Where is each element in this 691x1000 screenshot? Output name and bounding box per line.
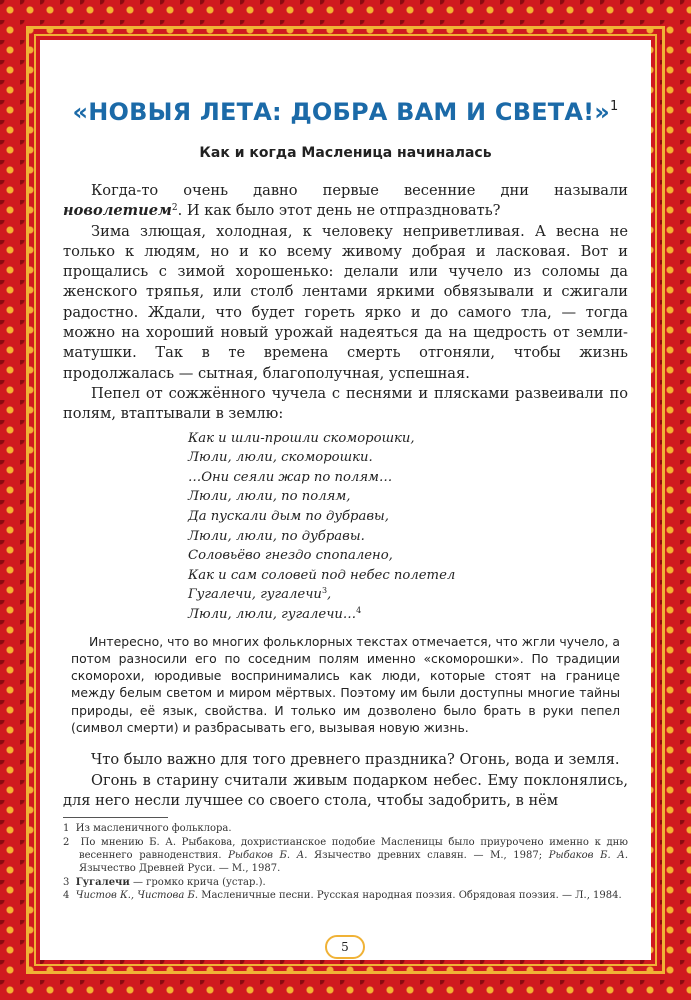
poem-line-text: Люли, люли, гугалечи…	[188, 606, 357, 622]
footnote-text: Язычество древних славян. — М., 1987;	[307, 849, 549, 861]
footnote-author: Рыбаков Б. А.	[228, 849, 308, 861]
footnote-2	[63, 836, 628, 876]
poem-line: Люли, люли, по дубравы.	[188, 528, 365, 544]
footnotes	[63, 822, 628, 902]
poem-line: Люли, люли, скоморошки.	[188, 450, 373, 466]
side-note: Интересно, что во многих фольклорных текстах отмечается, что жгли чучело, а потом разносили его по соседним полям именно «скоморошки». По традиции скоморохи, юродивые воспринимались как люди, которые стоят на границе между белым светом и миром мёртвых. Поэтому им были доступны многие тайны природы, её язык, свойства. И только им дозволено было брать в руки пепел (символ смерти) и разбрасывать его, вызывая новую жизнь.	[71, 633, 620, 735]
footnote-number: 1	[63, 823, 70, 835]
footnote-divider	[63, 817, 168, 818]
footnote-number: 4	[63, 890, 70, 902]
paragraph-1	[63, 181, 628, 222]
term-novoletie: новолетием	[63, 202, 172, 220]
footnote-number: 2	[63, 836, 70, 848]
title-text: «НОВЫЯ ЛЕТА: ДОБРА ВАМ И СВЕТА!»	[72, 98, 610, 126]
footnote-ref-4: 4	[356, 605, 362, 615]
title-footnote-ref: 1	[609, 99, 619, 114]
footnote-number: 3	[63, 876, 70, 888]
poem-line: Люли, люли, по полям,	[188, 489, 351, 505]
content-area	[40, 40, 651, 960]
paragraph-3: Пепел от сожжённого чучела с песнями и плясками развеивали по полям, втаптывали в землю:	[63, 384, 628, 423]
footnote-author: Рыбаков Б. А.	[548, 849, 628, 861]
footnote-ref-3: 3	[321, 586, 328, 596]
paragraph-4: Что было важно для того древнего праздника? Огонь, вода и земля.	[91, 751, 620, 769]
footnote-4	[63, 889, 628, 902]
paragraph-2: Зима злющая, холодная, к человеку неприветливая. А весна не только к людям, но и ко всему живому добрая и ласковая. Вот и прощались с зимой хорошенько: делали или чучело из соломы да женского тряпья, или столб лентами яркими обвязывали и сжигали радостно. Ждали, что будет гореть ярко и до самого тла, — тогда можно на хороший новый урожай надеяться да на щедрость от земли-матушки. Так в те времена смерть отгоняли, чтобы жизнь продолжалась — сытная, благополучная, успешная.	[63, 222, 628, 382]
footnote-author: Чистов К., Чистова Б.	[75, 890, 199, 902]
paragraph-1-text: Когда-то очень давно первые весенние дни называли	[91, 182, 628, 199]
poem-line: Как и шли-прошли скоморошки,	[188, 430, 415, 446]
poem-line: Как и сам соловей под небес полетел	[188, 567, 456, 583]
poem-line	[188, 605, 628, 625]
poem-line: Соловьёво гнездо спопалено,	[188, 548, 393, 564]
section-subtitle: Как и когда Масленица начиналась	[199, 145, 492, 161]
footnote-text: Язычество Древней Руси. — М., 1987.	[79, 863, 281, 875]
footnote-text: Масленичные песни. Русская народная поэзия. Обрядовая поэзия. — Л., 1984.	[198, 890, 622, 902]
page-number: 5	[325, 935, 365, 959]
page-title	[63, 98, 628, 126]
footnote-term: Гугалечи	[75, 876, 130, 888]
footnote-3	[63, 876, 628, 889]
poem-line: Да пускали дым по дубравы,	[188, 508, 389, 524]
paragraph-1-text-end: . И как было этот день не отпраздновать?	[177, 202, 501, 220]
paragraph-5: Огонь в старину считали живым подарком небес. Ему поклонялись, для него несли лучшее со своего стола, чтобы задобрить, в нём	[63, 771, 628, 809]
footnote-text: — громко крича (устар.).	[129, 876, 266, 888]
footnote-1	[63, 822, 628, 835]
poem-line: Гугалечи, гугалечи$^3$,	[188, 586, 332, 603]
footnote-text: Из масленичного фольклора.	[75, 823, 232, 835]
poem-line: …Они сеяли жар по полям…	[188, 469, 393, 485]
poem-line-text: Гугалечи, гугалечи	[188, 587, 322, 603]
folk-poem	[188, 429, 628, 625]
footnote-ref-2: 2	[171, 203, 178, 214]
footnote-text: По мнению Б. А. Рыбакова, дохристианское подобие Масленицы было приурочено именно к дню весеннего равноденствия.	[79, 836, 628, 861]
